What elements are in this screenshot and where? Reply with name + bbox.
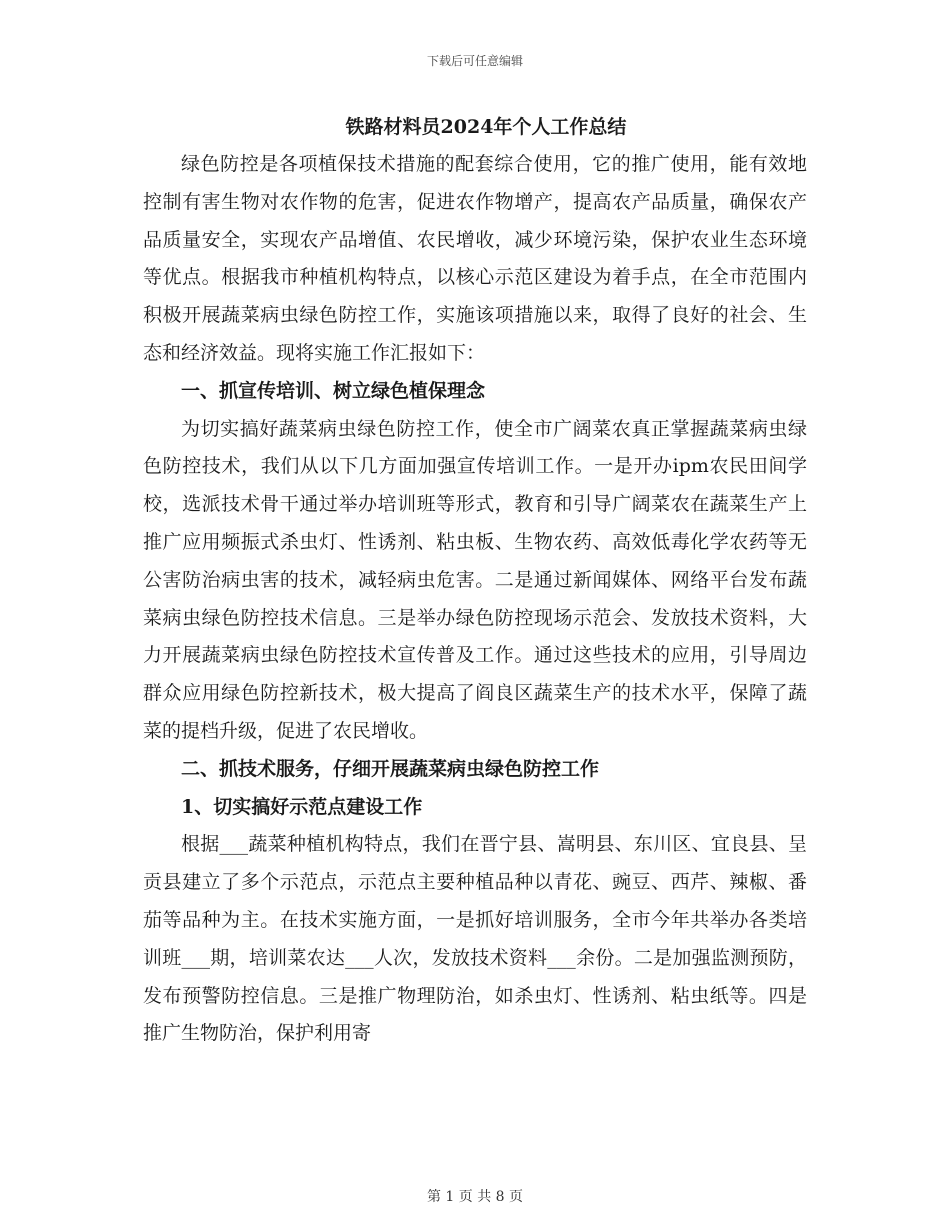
section-1-paragraph: 为切实搞好蔬菜病虫绿色防控工作，使全市广阔菜农真正掌握蔬菜病虫绿色防控技术，我们从以下几方面加强宣传培训工作。一是开办ipm农民田间学校，选派技术骨干通过举办培训班等形式，教育和引导广阔菜农在蔬菜生产上推广应用频振式杀虫灯、性诱剂、粘虫板、生物农药、高效低毒化学农药等无公害防治病虫害的技术，减轻病虫危害。二是通过新闻媒体、网络平台发布蔬菜病虫绿色防控技术信息。三是举办绿色防控现场示范会、发放技术资料，大力开展蔬菜病虫绿色防控技术宣传普及工作。通过这些技术的应用，引导周边群众应用绿色防控新技术，极大提高了阎良区蔬菜生产的技术水平，保障了蔬菜的提档升级，促进了农民增收。 — [143, 417, 807, 742]
intro-paragraph: 绿色防控是各项植保技术措施的配套综合使用，它的推广使用，能有效地控制有害生物对农作物的危害，促进农作物增产，提高农产品质量，确保农产品质量安全，实现农产品增值、农民增收，减少环境污染，保护农业生态环境等优点。根据我市种植机构特点，以核心示范区建设为着手点，在全市范围内积极开展蔬菜病虫绿色防控工作，实施该项措施以来，取得了良好的社会、生态和经济效益。现将实施工作汇报如下： — [143, 153, 807, 364]
page-header: 下载后可任意编辑 — [426, 54, 523, 68]
document-body — [143, 108, 807, 1053]
document-title: 铁路材料员2024年个人工作总结 — [345, 116, 627, 138]
section-2-heading: 二、抓技术服务，仔细开展蔬菜病虫绿色防控工作 — [181, 757, 600, 780]
subsection-1-heading: 1、切实搞好示范点建设工作 — [181, 795, 423, 818]
section-1-heading: 一、抓宣传培训、树立绿色植保理念 — [181, 379, 486, 402]
subsection-1-paragraph: 根据___蔬菜种植机构特点，我们在晋宁县、嵩明县、东川区、宜良县、呈贡县建立了多个示范点，示范点主要种植品种以青花、豌豆、西芹、辣椒、番茄等品种为主。在技术实施方面，一是抓好培训服务，全市今年共举办各类培训班___期，培训菜农达___人次，发放技术资料___余份。二是加强监测预防，发布预警防控信息。三是推广物理防治，如杀虫灯、性诱剂、粘虫纸等。四是推广生物防治，保护利用寄 — [143, 833, 807, 1045]
page-footer: 第 1 页 共 8 页 — [426, 1189, 524, 1205]
